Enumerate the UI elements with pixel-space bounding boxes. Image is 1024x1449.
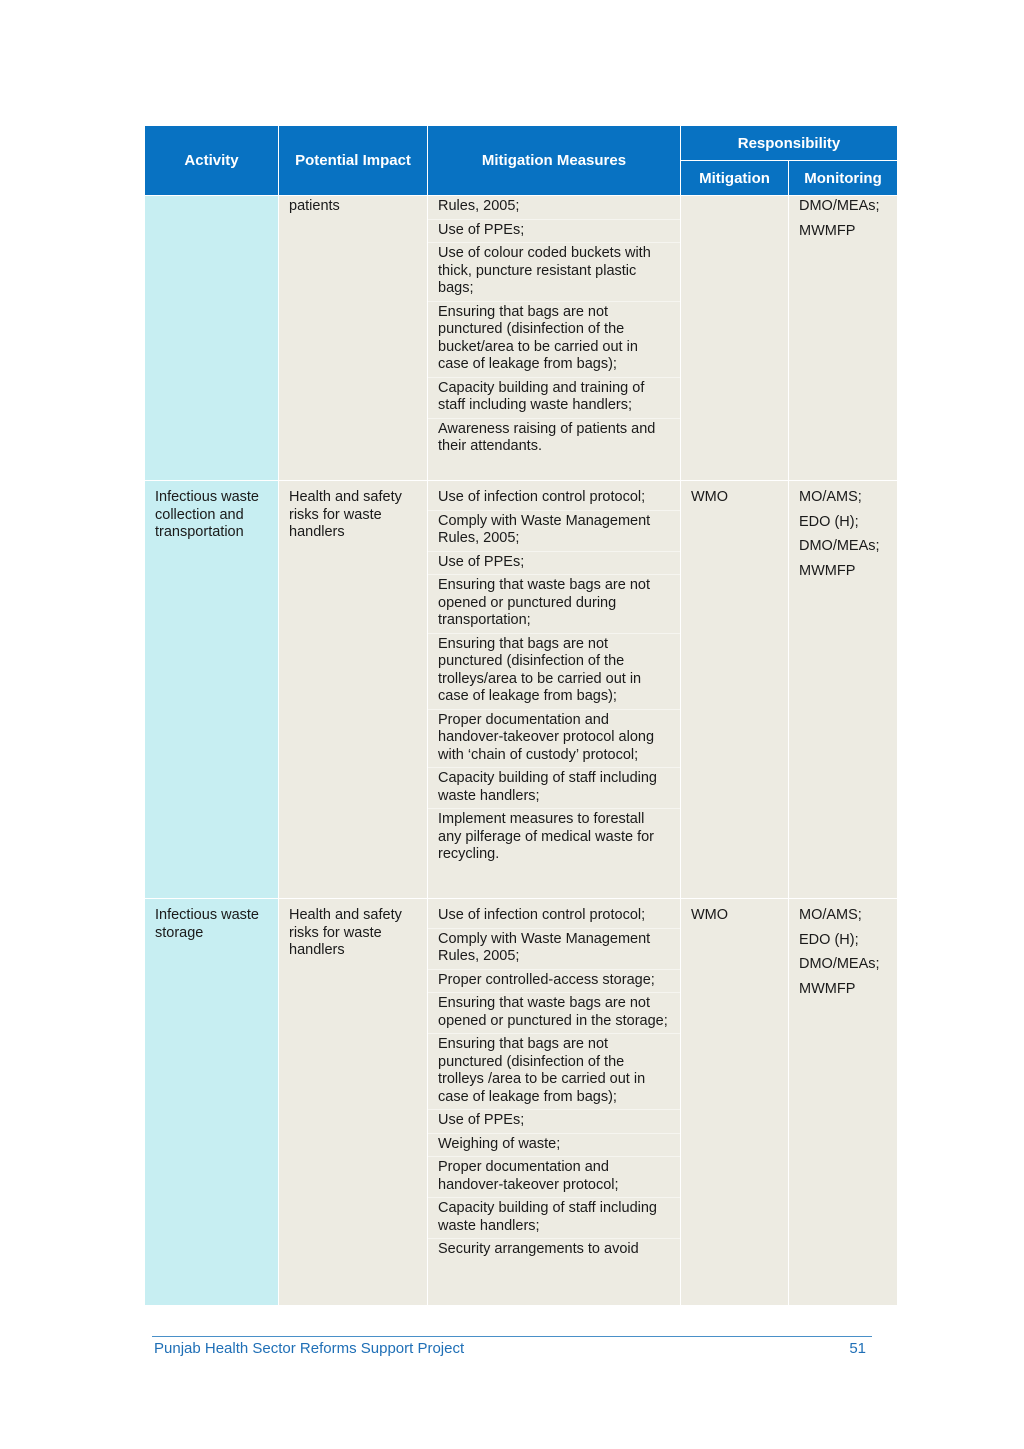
monitoring-responsibility-cell (789, 196, 898, 481)
monitoring-item: MWMFP (799, 222, 856, 239)
impact-cell (279, 899, 428, 1306)
measure-item: Awareness raising of patients and their attendants. (438, 420, 656, 454)
monitoring-responsibility-cell (789, 899, 898, 1306)
measure-item: Comply with Waste Management Rules, 2005; (428, 511, 680, 552)
measure-item: Proper controlled-access storage; (428, 970, 680, 994)
footer-project-name: Punjab Health Sector Reforms Support Project (154, 1340, 465, 1357)
monitoring-item: EDO (H); (799, 513, 859, 530)
activity-text: Infectious waste collection and transportation (155, 489, 259, 540)
monitoring-item: MWMFP (799, 980, 856, 997)
monitoring-item: DMO/MEAs; (799, 538, 880, 554)
header-mitigation-measures: Mitigation Measures (428, 126, 681, 196)
measure-item: Comply with Waste Management Rules, 2005; (428, 929, 680, 970)
mitigation-responsibility-cell (681, 481, 789, 899)
measure-item: Security arrangements to avoid (438, 1241, 639, 1257)
monitoring-responsibility-cell (789, 481, 898, 899)
measure-item: Use of infection control protocol; (428, 481, 680, 511)
impact-text: Health and safety risks for waste handlers (289, 907, 402, 958)
header-mitigation: Mitigation (681, 161, 789, 196)
measure-item: Rules, 2005; (428, 196, 680, 220)
measure-item: Proper documentation and handover-takeover protocol; (428, 1157, 680, 1198)
measure-item: Capacity building of staff including waste handlers; (428, 1198, 680, 1239)
measure-item: Use of PPEs; (428, 552, 680, 576)
header-activity: Activity (145, 126, 279, 196)
monitoring-item: DMO/MEAs; (799, 956, 880, 972)
table-row (145, 481, 898, 899)
measure-item: Use of PPEs; (428, 220, 680, 244)
measure-item: Weighing of waste; (428, 1134, 680, 1158)
measure-item: Proper documentation and handover-takeover protocol along with ‘chain of custody’ protocol; (428, 710, 680, 769)
header-potential-impact: Potential Impact (279, 126, 428, 196)
measures-cell (428, 481, 681, 899)
monitoring-item: DMO/MEAs; (799, 198, 880, 214)
header-responsibility: Responsibility (681, 126, 898, 161)
monitoring-item: MO/AMS; (799, 489, 862, 505)
table-row (145, 899, 898, 1306)
monitoring-item: MO/AMS; (799, 907, 862, 923)
mitigation-responsibility-cell (681, 196, 789, 481)
measure-item: Ensuring that waste bags are not opened or punctured during transportation; (428, 575, 680, 634)
mitigation-table (144, 125, 898, 1306)
activity-text: Infectious waste storage (155, 907, 259, 941)
impact-text: Health and safety risks for waste handlers (289, 489, 402, 540)
impact-cell (279, 196, 428, 481)
activity-cell (145, 899, 279, 1306)
page-number: 51 (849, 1340, 866, 1357)
measure-item: Ensuring that bags are not punctured (disinfection of the bucket/area to be carried out in case of leakage from bags); (428, 302, 680, 378)
impact-cell (279, 481, 428, 899)
measure-item: Ensuring that bags are not punctured (disinfection of the trolleys/area to be carried out in case of leakage from bags); (428, 634, 680, 710)
mitigation-text: WMO (691, 489, 729, 505)
measure-item: Use of infection control protocol; (428, 899, 680, 929)
measure-item: Capacity building of staff including waste handlers; (428, 768, 680, 809)
emp-table-container (144, 125, 897, 1306)
measure-item: Ensuring that waste bags are not opened or punctured in the storage; (428, 993, 680, 1034)
measure-item: Ensuring that bags are not punctured (disinfection of the trolleys /area to be carried out in case of leakage from bags); (428, 1034, 680, 1110)
header-monitoring: Monitoring (789, 161, 898, 196)
measure-item: Implement measures to forestall any pilferage of medical waste for recycling. (438, 811, 654, 862)
measure-item: Use of PPEs; (428, 1110, 680, 1134)
measures-cell (428, 196, 681, 481)
mitigation-text: WMO (691, 907, 729, 923)
footer-divider (152, 1336, 872, 1337)
measure-item: Use of colour coded buckets with thick, puncture resistant plastic bags; (428, 243, 680, 302)
monitoring-item: MWMFP (799, 562, 856, 579)
measure-item: Capacity building and training of staff including waste handlers; (428, 378, 680, 419)
table-row (145, 196, 898, 481)
activity-cell (145, 481, 279, 899)
monitoring-item: EDO (H); (799, 931, 859, 948)
mitigation-responsibility-cell (681, 899, 789, 1306)
activity-cell (145, 196, 279, 481)
measures-cell (428, 899, 681, 1306)
impact-text: patients (289, 198, 340, 214)
